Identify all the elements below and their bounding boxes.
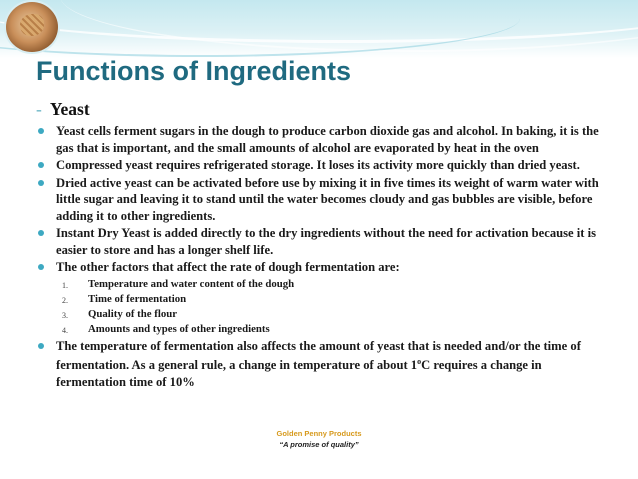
bullet-text: Yeast cells ferment sugars in the dough to produce carbon dioxide gas and alcohol. In baking, it is the gas that is important, and the small amounts of alcohol are evaporated by heat in the oven xyxy=(56,124,599,155)
factor-text: Amounts and types of other ingredients xyxy=(88,322,270,335)
bullet-icon xyxy=(38,162,44,168)
bullet-text-part: C requires a change in fermentation time of 10% xyxy=(56,358,542,389)
bullet-icon xyxy=(38,128,44,134)
factor-text: Time of fermentation xyxy=(88,292,187,305)
degree-superscript: o xyxy=(417,357,422,366)
bullet-text xyxy=(56,339,581,389)
factor-item xyxy=(36,322,606,337)
bullet-text-part: The temperature of fermentation also affects the amount of yeast that is needed and/or the time of fermentation. As a general rule, a change in temperature of about 1 xyxy=(56,338,581,373)
bullet-icon xyxy=(38,343,44,349)
bullet-item xyxy=(36,338,606,391)
factor-number: 2. xyxy=(62,295,68,305)
bullet-text: The other factors that affect the rate of dough fermentation are: xyxy=(56,260,400,274)
slide-footer xyxy=(0,428,638,450)
factor-item xyxy=(36,292,606,307)
footer-tagline: “A promise of quality” xyxy=(279,440,359,449)
header-band xyxy=(0,0,638,58)
bullet-text: Dried active yeast can be activated before use by mixing it in five times its weight of warm water with little sugar and leaving it to stand until the water becomes cloudy and gas bubbles are visible, before adding it to other ingredients. xyxy=(56,175,599,223)
bullet-item xyxy=(36,259,606,276)
bullet-item xyxy=(36,175,606,225)
factor-text: Temperature and water content of the dough xyxy=(88,277,295,290)
bullet-icon xyxy=(38,230,44,236)
bullet-text: Instant Dry Yeast is added directly to the dry ingredients without the need for activation because it is easier to store and has a longer shelf life. xyxy=(56,226,597,257)
bullet-icon xyxy=(38,264,44,270)
bread-logo-icon xyxy=(6,2,58,52)
bullet-text: Compressed yeast requires refrigerated storage. It loses its activity more quickly than dried yeast. xyxy=(56,158,580,172)
factor-list xyxy=(36,277,606,337)
footer-company: Golden Penny Products xyxy=(276,429,362,438)
subheading-row xyxy=(36,99,90,120)
factor-item xyxy=(36,277,606,292)
bullet-item xyxy=(36,123,606,156)
bullet-icon xyxy=(38,180,44,186)
factor-number: 4. xyxy=(62,325,68,335)
slide-title: Functions of Ingredients xyxy=(36,56,351,86)
factor-text: Quality of the flour xyxy=(88,307,178,320)
slide-content xyxy=(36,123,606,391)
factor-number: 3. xyxy=(62,310,68,320)
bullet-item xyxy=(36,157,606,174)
subheading: Yeast xyxy=(49,99,90,119)
factor-number: 1. xyxy=(62,280,68,290)
bullet-item xyxy=(36,225,606,258)
subheading-dash: - xyxy=(36,99,42,119)
factor-item xyxy=(36,307,606,322)
